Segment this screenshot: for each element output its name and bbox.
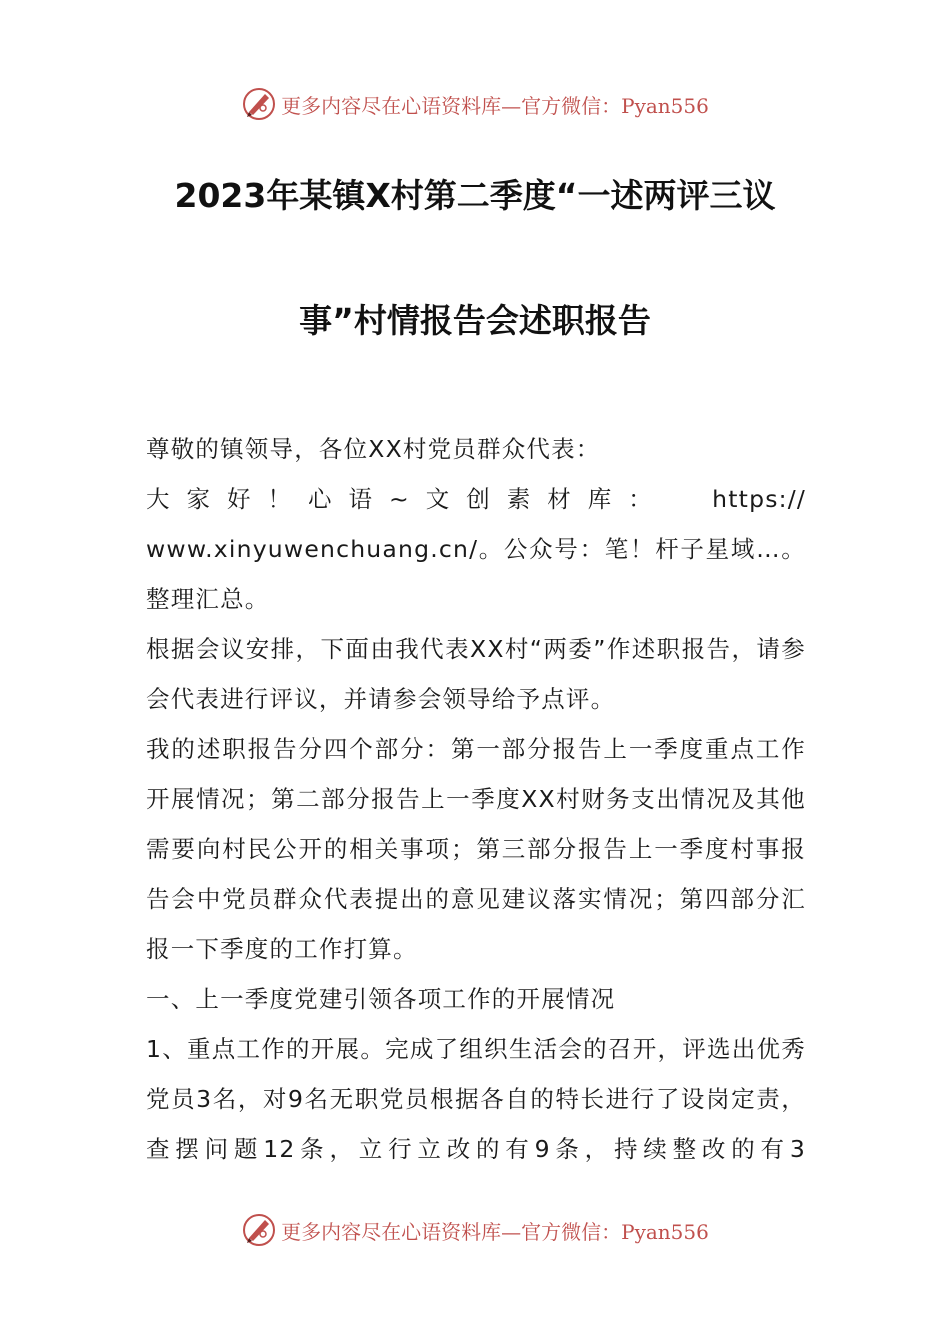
banner-text: 更多内容尽在心语资料库—官方微信：Pyan556 — [281, 1219, 709, 1244]
wechat-id: Pyan556 — [621, 1219, 709, 1244]
wechat-id: Pyan556 — [621, 93, 709, 118]
greeting-paragraph — [146, 474, 806, 624]
greeting-spaced-text: 大家好！心语~文创素材库： — [146, 485, 669, 513]
item-paragraph: 1、重点工作的开展。完成了组织生活会的召开，评选出优秀党员3名，对9名无职党员根据各自的特长进行了设岗定责，查摆问题12条，立行立改的有9条，持续整改的有3 — [146, 1035, 806, 1163]
doc-title-line1: 2023年某镇X村第二季度“一述两评三议 — [174, 176, 776, 215]
arrangement-paragraph: 根据会议安排，下面由我代表XX村“两委”作述职报告，请参会代表进行评议，并请参会领导给予点评。 — [146, 635, 806, 713]
document-body — [146, 424, 806, 1174]
footer-banner — [0, 1210, 950, 1250]
salutation: 尊敬的镇领导，各位XX村党员群众代表： — [146, 435, 601, 463]
greeting-rest: www.xinyuwenchuang.cn/。公众号：笔！杆子星域…。整理汇总。 — [146, 535, 806, 613]
pen-logo-icon — [241, 1212, 277, 1248]
outline-paragraph: 我的述职报告分四个部分：第一部分报告上一季度重点工作开展情况；第二部分报告上一季度XX村财务支出情况及其他需要向村民公开的相关事项；第三部分报告上一季度村事报告会中党员群众代表提出的意见建议落实情况；第四部分汇报一下季度的工作打算。 — [146, 735, 806, 963]
doc-title-line2: 事”村情报告会述职报告 — [299, 301, 651, 340]
banner-text: 更多内容尽在心语资料库—官方微信：Pyan556 — [281, 93, 709, 118]
greeting-line1 — [146, 474, 806, 524]
pen-logo-icon — [241, 86, 277, 122]
greeting-url-start: https:// — [712, 485, 806, 513]
header-banner — [0, 84, 950, 124]
section-heading: 一、上一季度党建引领各项工作的开展情况 — [146, 985, 616, 1013]
